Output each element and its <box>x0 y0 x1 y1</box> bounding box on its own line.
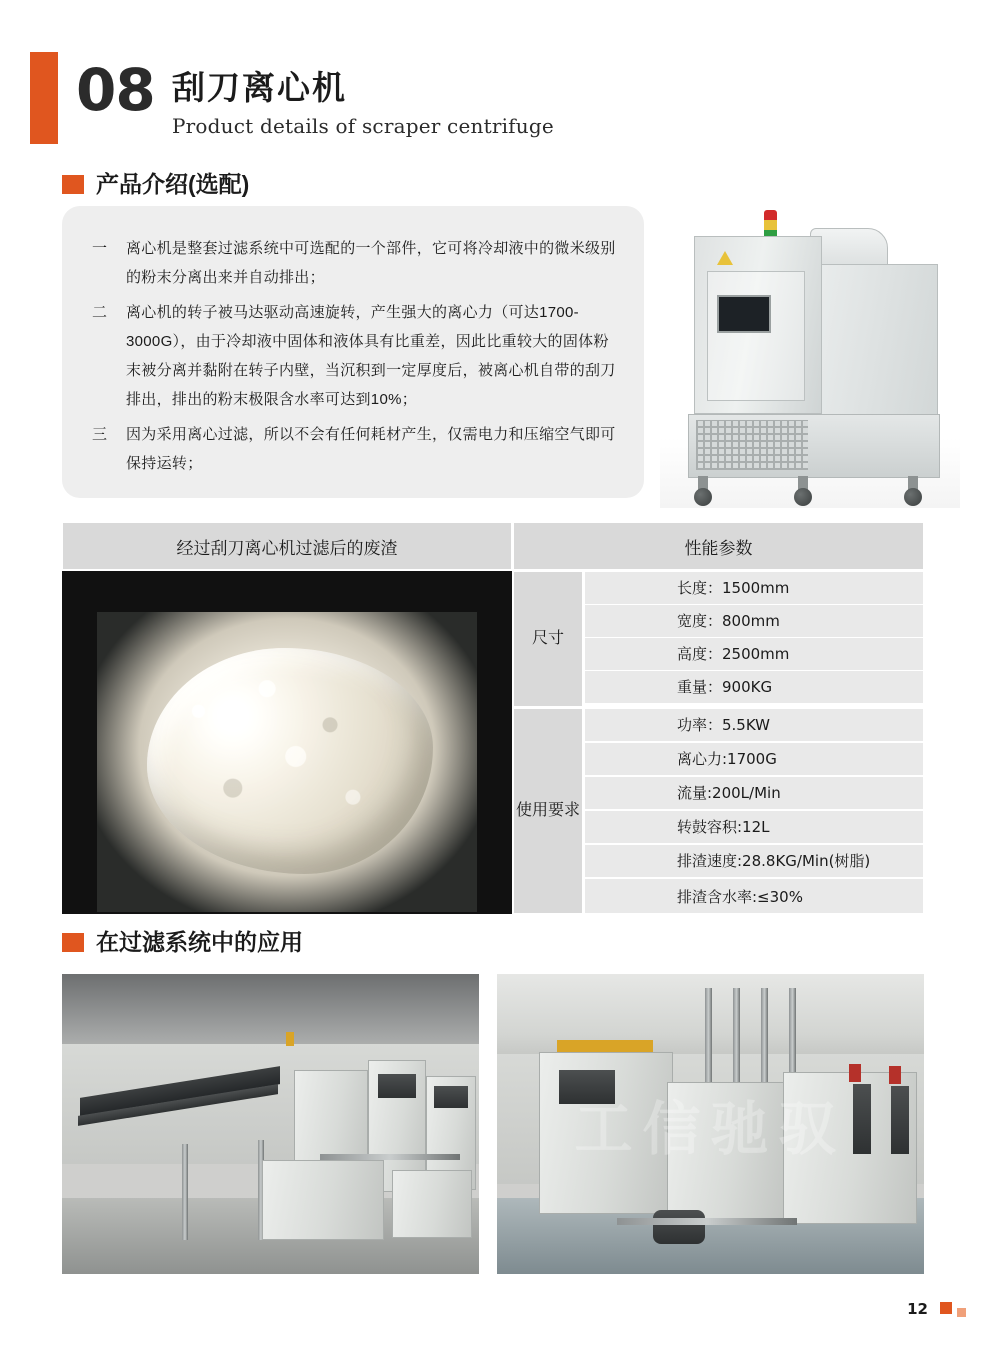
application-photo-right <box>497 974 924 1274</box>
pipe <box>617 1218 797 1225</box>
hmi-screen <box>717 295 771 333</box>
tank-unit <box>392 1170 472 1238</box>
pipe <box>182 1144 188 1240</box>
bullet-square-icon <box>62 933 84 952</box>
cabinet-door <box>707 271 805 401</box>
valve-handle <box>889 1066 901 1084</box>
list-item-index: 二 <box>92 304 108 321</box>
section-heading-label: 在过滤系统中的应用 <box>96 929 303 955</box>
tank-unit <box>262 1160 384 1240</box>
machine-photo <box>660 208 960 508</box>
list-item-index: 三 <box>92 426 108 443</box>
machine-right-housing <box>818 264 938 416</box>
list-item-text: 离心机是整套过滤系统中可选配的一个部件，它可将冷却液中的微米级别的粉末分离出来并自动排出； <box>126 240 616 286</box>
table-row: 离心力:1700G <box>584 742 924 776</box>
table-row: 长度：1500mm <box>584 571 924 605</box>
caster-wheel-icon <box>694 488 712 506</box>
section-heading-label: 产品介绍(选配) <box>96 171 250 197</box>
machine-legs <box>688 476 938 496</box>
residue-texture <box>147 648 433 874</box>
machine-control-cabinet <box>694 236 822 414</box>
page-number: 12 <box>907 1300 928 1318</box>
page-subtitle: Product details of scraper centrifuge <box>172 114 554 138</box>
table-row: 宽度：800mm <box>584 604 924 638</box>
list-item <box>92 234 620 292</box>
page-title: 刮刀离心机 <box>172 69 347 106</box>
table-row: 重量：900KG <box>584 670 924 704</box>
spec-group-label-requirements: 使用要求 <box>513 708 583 914</box>
table-row: 排渣含水率:≤30% <box>584 878 924 914</box>
control-box <box>559 1070 615 1104</box>
list-item-text: 离心机的转子被马达驱动高速旋转，产生强大的离心力（可达1700-3000G），由于冷却液中固体和液体具有比重差，因此比重较大的固体粉末被分离并黏附在转子内壁，当沉积到一定厚度后，被离心机自带的刮刀排出，排出的粉末极限含水率可达到10%； <box>126 304 616 408</box>
footer-square-icon-small <box>957 1308 966 1317</box>
control-box <box>378 1074 416 1098</box>
footer-square-icon <box>940 1302 952 1314</box>
list-item-index: 一 <box>92 240 108 257</box>
table-row: 排渣速度:28.8KG/Min(树脂) <box>584 844 924 878</box>
pump-motor <box>653 1210 705 1244</box>
warning-icon <box>717 251 733 265</box>
residue-photo <box>62 571 512 914</box>
table-header-parameters: 性能参数 <box>513 522 924 570</box>
spec-group-label-dimension: 尺寸 <box>513 571 583 707</box>
list-item <box>92 420 620 478</box>
caster-wheel-icon <box>794 488 812 506</box>
residue-photo-inner <box>97 612 477 912</box>
table-row: 功率：5.5KW <box>584 708 924 742</box>
valve-handle <box>849 1064 861 1082</box>
pump-motor <box>891 1086 909 1154</box>
table-header-residue: 经过刮刀离心机过滤后的废渣 <box>62 522 512 570</box>
control-box <box>434 1086 468 1108</box>
introduction-list <box>92 234 620 484</box>
section-number: 08 <box>76 56 155 124</box>
pump-motor <box>853 1084 871 1154</box>
photo-watermark: 工信驰驭 <box>574 1097 847 1162</box>
table-row: 转鼓容积:12L <box>584 810 924 844</box>
page-header <box>0 52 1000 144</box>
signal-lamp-icon <box>286 1032 294 1046</box>
introduction-panel <box>62 206 644 498</box>
table-row: 高度：2500mm <box>584 637 924 671</box>
header-accent-bar <box>30 52 58 144</box>
bullet-square-icon <box>62 175 84 194</box>
vent-grille <box>696 420 808 470</box>
specification-table <box>62 522 924 914</box>
application-photo-left <box>62 974 479 1274</box>
residue-powder-mass <box>147 648 433 874</box>
equipment-unit <box>667 1082 787 1220</box>
table-row: 流量:200L/Min <box>584 776 924 810</box>
caster-wheel-icon <box>904 488 922 506</box>
list-item <box>92 298 620 414</box>
list-item-text: 因为采用离心过滤，所以不会有任何耗材产生，仅需电力和压缩空气即可保持运转； <box>126 426 616 472</box>
